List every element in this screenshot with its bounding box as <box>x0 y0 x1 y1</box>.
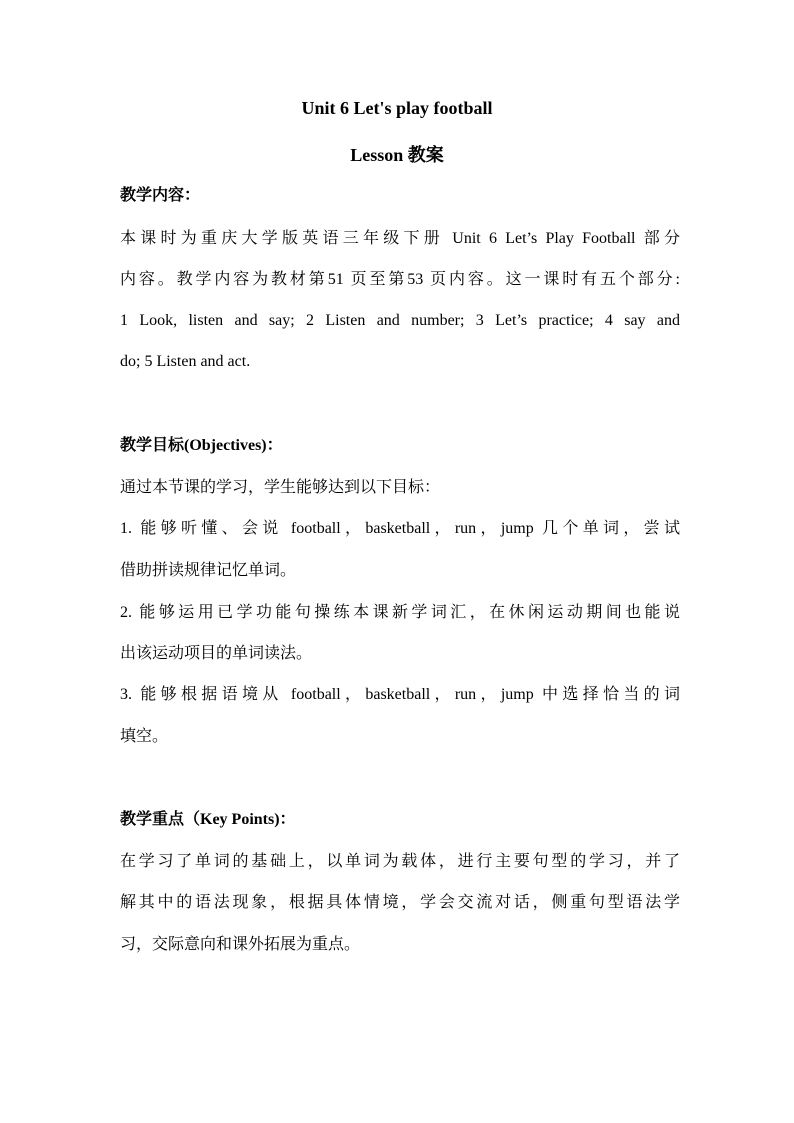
key-points-heading: 教学重点（Key Points)： <box>120 811 296 828</box>
content-line: 本课时为重庆大学版英语三年级下册 Unit 6 Let’s Play Football 部分 <box>120 230 680 247</box>
objective-line: 填空。 <box>120 728 169 745</box>
key-points-line: 习，交际意向和课外拓展为重点。 <box>120 936 361 953</box>
content-line: 内容。教学内容为教材第51 页至第53 页内容。这一课时有五个部分: <box>120 271 680 288</box>
key-points-line: 解其中的语法现象，根据具体情境，学会交流对话，侧重句型语法学 <box>120 894 680 911</box>
objectives-heading: 教学目标(Objectives)： <box>120 437 283 454</box>
objective-line: 2. 能够运用已学功能句操练本课新学词汇，在休闲运动期间也能说 <box>120 604 680 621</box>
content-line: 1 Look, listen and say; 2 Listen and number; 3 Let’s practice; 4 say and <box>120 312 680 329</box>
objectives-intro: 通过本节课的学习，学生能够达到以下目标： <box>120 479 441 496</box>
objective-line: 1. 能够听懂、会说 football，basketball，run，jump 几个单词，尝试 <box>120 520 680 537</box>
objective-line: 3. 能够根据语境从 football，basketball，run，jump 中选择恰当的词 <box>120 686 680 703</box>
content-heading: 教学内容： <box>120 187 201 204</box>
document-title: Unit 6 Let's play football <box>301 98 493 118</box>
content-line: do; 5 Listen and act. <box>120 353 251 370</box>
objective-line: 借助拼读规律记忆单词。 <box>120 562 297 579</box>
objective-line: 出该运动项目的单词读法。 <box>120 645 313 662</box>
document-subtitle: Lesson 教案 <box>350 145 444 165</box>
key-points-line: 在学习了单词的基础上，以单词为载体，进行主要句型的学习，并了 <box>120 853 680 870</box>
